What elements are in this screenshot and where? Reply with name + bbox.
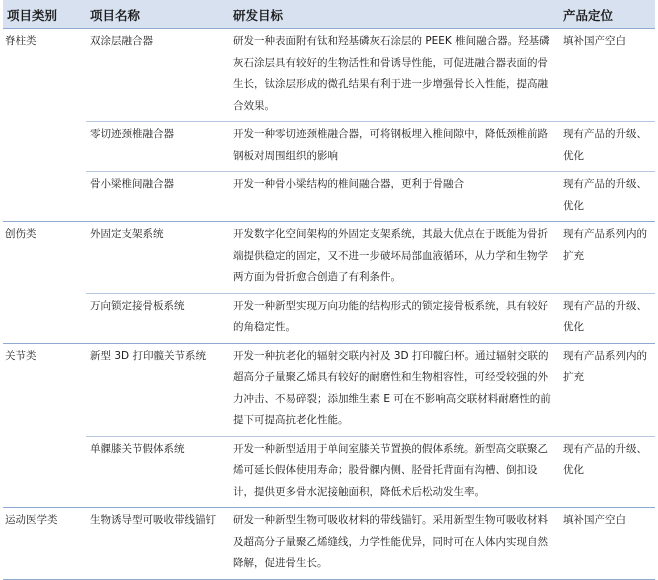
- category-cell: 运动医学类: [3, 508, 86, 580]
- header-category: 项目类别: [3, 0, 86, 29]
- table-row: [3, 508, 655, 580]
- table-row: [3, 172, 655, 222]
- goal-cell: 开发一种新型适用于单间室膝关节置换的假体系统。新型高交联聚乙烯可延长假体使用寿命；股骨髁内侧、胫骨托背面有沟槽、倒扣设计，提供更多骨水泥接触面积，降低术后松动发生率。: [229, 436, 559, 508]
- project-name-cell: 新型 3D 打印髋关节系统: [86, 343, 229, 436]
- header-position: 产品定位: [559, 0, 655, 29]
- position-cell: 现有产品系列内的扩充: [559, 343, 655, 436]
- table-row: [3, 343, 655, 436]
- goal-cell: 研发一种新型生物可吸收材料的带线锚钉。采用新型生物可吸收材料及超高分子量聚乙烯缝线，力学性能优异，同时可在人体内实现自然降解，促进骨生长。: [229, 508, 559, 580]
- position-cell: 现有产品的升级、优化: [559, 172, 655, 222]
- position-cell: 现有产品系列内的扩充: [559, 222, 655, 294]
- goal-cell: 开发一种骨小梁结构的椎间融合器，更利于骨融合: [229, 172, 559, 222]
- project-name-cell: 零切迹颈椎融合器: [86, 122, 229, 172]
- table-row: [3, 293, 655, 343]
- header-name: 项目名称: [86, 0, 229, 29]
- goal-cell: 开发数字化空间架构的外固定支架系统，其最大优点在于既能为骨折端提供稳定的固定，又不进一步破坏局部血液循环，从力学和生物学两方面为骨折愈合创造了有利条件。: [229, 222, 559, 294]
- project-name-cell: 万向锁定接骨板系统: [86, 293, 229, 343]
- position-cell: 填补国产空白: [559, 29, 655, 122]
- position-cell: 现有产品的升级、优化: [559, 293, 655, 343]
- position-cell: 现有产品的升级、优化: [559, 122, 655, 172]
- table-row: [3, 436, 655, 508]
- header-goal: 研发目标: [229, 0, 559, 29]
- position-cell: 现有产品的升级、优化: [559, 436, 655, 508]
- project-name-cell: 生物诱导型可吸收带线锚钉: [86, 508, 229, 580]
- category-cell: 关节类: [3, 343, 86, 508]
- table-row: [3, 29, 655, 122]
- project-name-cell: 骨小梁椎间融合器: [86, 172, 229, 222]
- project-name-cell: 外固定支架系统: [86, 222, 229, 294]
- category-cell: 脊柱类: [3, 29, 86, 222]
- project-name-cell: 单髁膝关节假体系统: [86, 436, 229, 508]
- position-cell: 填补国产空白: [559, 508, 655, 580]
- goal-cell: 开发一种零切迹颈椎融合器，可将钢板埋入椎间隙中，降低颈椎前路钢板对周围组织的影响: [229, 122, 559, 172]
- goal-cell: 开发一种抗老化的辐射交联内衬及 3D 打印髋臼杯。通过辐射交联的超高分子量聚乙烯具有较好的耐磨性和生物相容性，可经受较强的外力冲击、不易碎裂；添加维生素 E 可在不影响高交联材料耐磨性的前提下可提高抗老化性能。: [229, 343, 559, 436]
- goal-cell: 开发一种新型实现万向功能的结构形式的锁定接骨板系统，具有较好的角稳定性。: [229, 293, 559, 343]
- table-row: [3, 222, 655, 294]
- project-name-cell: 双涂层融合器: [86, 29, 229, 122]
- goal-cell: 研发一种表面附有钛和羟基磷灰石涂层的 PEEK 椎间融合器。羟基磷灰石涂层具有较好的生物活性和骨诱导性能，可促进融合器表面的骨生长，钛涂层形成的微孔结果有利于进一步增强骨长入性能，提高融合效果。: [229, 29, 559, 122]
- table-header-row: [3, 0, 655, 29]
- rd-project-table: [3, 0, 655, 580]
- table-row: [3, 122, 655, 172]
- category-cell: 创伤类: [3, 222, 86, 344]
